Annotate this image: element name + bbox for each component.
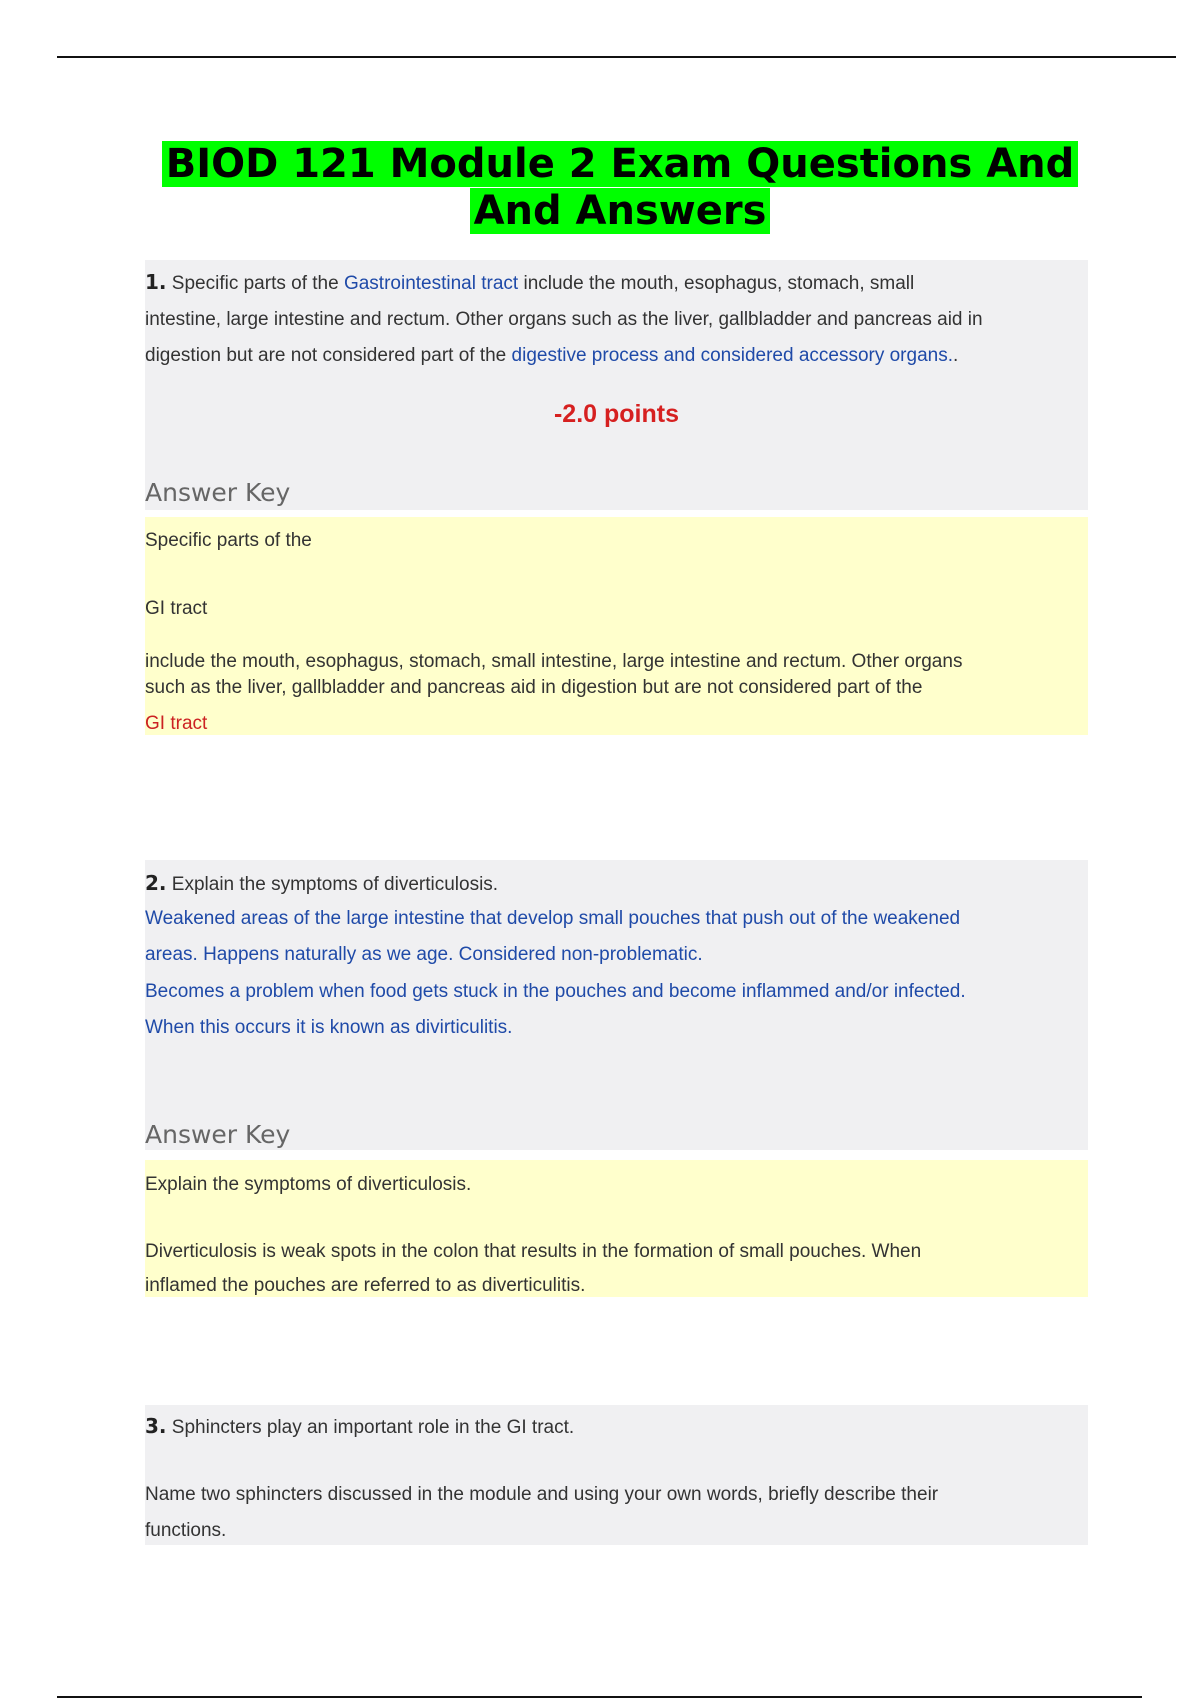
footer-rule — [57, 1696, 1142, 1698]
answer-key-heading-2: Answer Key — [145, 1120, 291, 1149]
question-1-box — [145, 260, 1088, 510]
question-2-answer-line-3: Becomes a problem when food gets stuck in the pouches and become inflammed and/or infected. — [145, 981, 966, 1002]
answer-key-1-line-5: GI tract — [145, 713, 208, 734]
header-rule — [57, 56, 1176, 58]
question-2-line: 2. Explain the symptoms of diverticulosis. — [145, 871, 499, 895]
question-2-box — [145, 860, 1088, 1150]
answer-key-2-line-2: Diverticulosis is weak spots in the colon that results in the formation of small pouches. When — [145, 1241, 922, 1262]
answer-key-2-line-3: inflamed the pouches are referred to as diverticulitis. — [145, 1275, 586, 1296]
answer-key-1-line-1: Specific parts of the — [145, 530, 312, 551]
answer-key-1-line-4: such as the liver, gallbladder and pancreas aid in digestion but are not considered part of the — [145, 677, 923, 698]
question-2-answer-line-2: areas. Happens naturally as we age. Considered non-problematic. — [145, 944, 703, 965]
answer-key-1-line-3: include the mouth, esophagus, stomach, small intestine, large intestine and rectum. Other organs — [145, 651, 963, 672]
points-label: -2.0 points — [553, 400, 679, 428]
page-title — [60, 141, 1180, 235]
question-3-number: 3. — [145, 1414, 167, 1438]
title-line-1: BIOD 121 Module 2 Exam Questions And — [162, 141, 1079, 187]
question-1-line-3: digestion but are not considered part of the digestive process and considered accessory organs.. — [145, 345, 959, 366]
answer-key-2-line-1: Explain the symptoms of diverticulosis. — [145, 1174, 472, 1195]
question-1-number: 1. — [145, 270, 167, 294]
title-line-2: And Answers — [470, 188, 771, 234]
question-3-line-1: 3. Sphincters play an important role in the GI tract. — [145, 1414, 575, 1438]
question-2-answer-line-1: Weakened areas of the large intestine that develop small pouches that push out of the weakened — [145, 908, 961, 929]
answer-key-1-line-2: GI tract — [145, 598, 208, 619]
question-2-answer-line-4: When this occurs it is known as divirticulitis. — [145, 1017, 513, 1038]
question-1-line-2: intestine, large intestine and rectum. Other organs such as the liver, gallbladder and pancreas aid in — [145, 309, 983, 330]
gastrointestinal-tract-link[interactable]: Gastrointestinal tract — [343, 273, 519, 294]
question-2-number: 2. — [145, 871, 167, 895]
accessory-organs-link[interactable]: digestive process and considered accessory organs. — [511, 345, 953, 366]
question-3-line-2: Name two sphincters discussed in the module and using your own words, briefly describe their — [145, 1484, 939, 1505]
answer-key-heading-1: Answer Key — [145, 478, 291, 507]
question-3-line-3: functions. — [145, 1520, 227, 1541]
question-1-line-1: 1. Specific parts of the Gastrointestinal tract include the mouth, esophagus, stomach, small — [145, 270, 915, 294]
